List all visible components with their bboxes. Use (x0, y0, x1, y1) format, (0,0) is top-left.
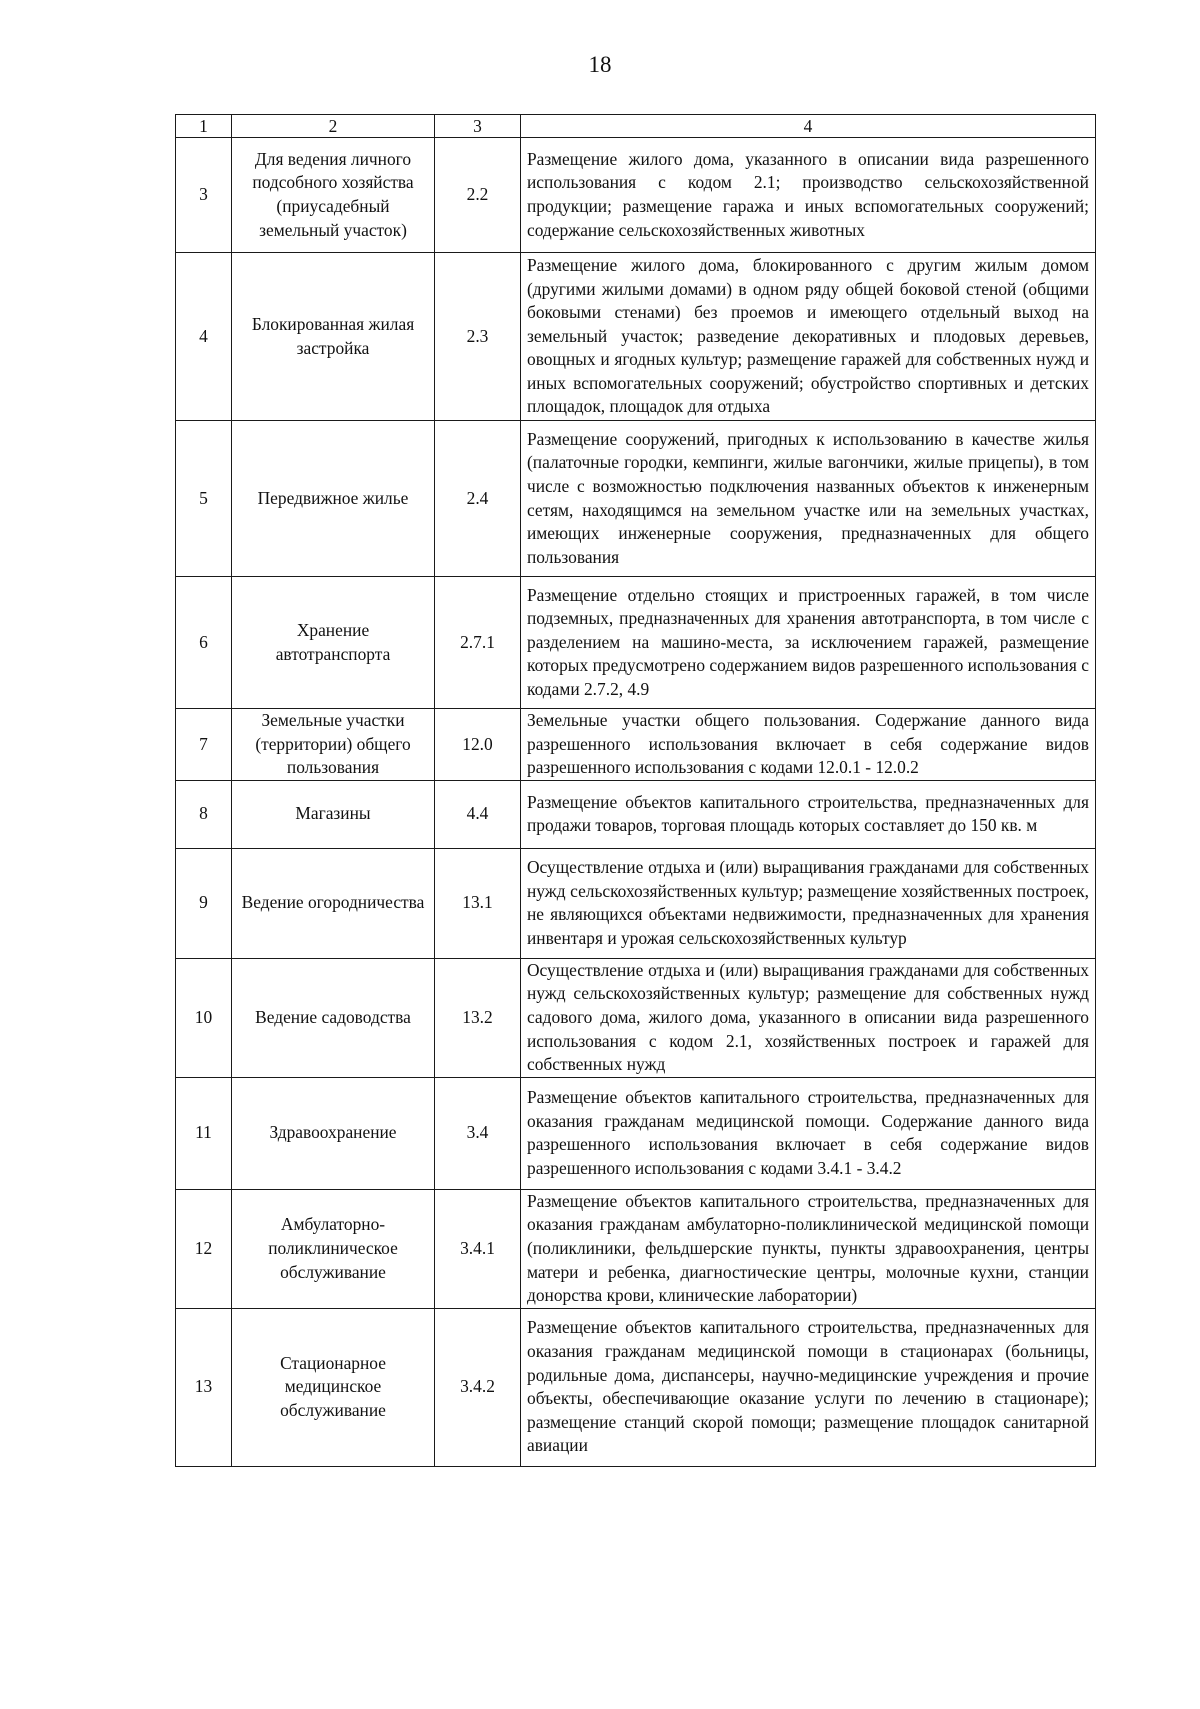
table-body (176, 115, 1096, 1467)
land-use-name-cell: Ведение огородничества (232, 848, 435, 958)
page-number: 18 (588, 52, 612, 77)
column-header-3: 3 (435, 115, 521, 138)
land-use-description-cell: Размещение объектов капитального строительства, предназначенных для оказания гражданам медицинской помощи в стационарах (больницы, родильные дома, диспансеры, научно-медицинские учреждения и прочие объекты, обеспечивающие оказание услуги по лечению в стационаре); размещение станций скорой помощи; размещение площадок санитарной авиации (521, 1308, 1096, 1466)
table-row (176, 1077, 1096, 1189)
land-use-code-cell: 2.4 (435, 421, 521, 577)
land-use-code-cell: 12.0 (435, 709, 521, 781)
table-row (176, 421, 1096, 577)
land-use-code-cell: 3.4.2 (435, 1308, 521, 1466)
land-use-description-cell: Размещение сооружений, пригодных к использованию в качестве жилья (палаточные городки, кемпинги, жилые вагончики, жилые прицепы), в том числе с возможностью подключения названных объектов к инженерным сетям, находящимся на земельном участке или на земельных участках, имеющих инженерные сооружения, предназначенных для общего пользования (521, 421, 1096, 577)
land-use-name-cell: Для ведения личного подсобного хозяйства (приусадебный земельный участок) (232, 138, 435, 253)
land-use-description-cell: Размещение жилого дома, указанного в описании вида разрешенного использования с кодом 2.1; производство сельскохозяйственной продукции; размещение гаража и иных вспомогательных сооружений; содержание сельскохозяйственных животных (521, 138, 1096, 253)
row-number-cell: 11 (176, 1077, 232, 1189)
table-row (176, 780, 1096, 848)
table-row (176, 577, 1096, 709)
land-use-description-cell: Земельные участки общего пользования. Содержание данного вида разрешенного использования включает в себя содержание видов разрешенного использования с кодами 12.0.1 - 12.0.2 (521, 709, 1096, 781)
land-use-name-cell: Блокированная жилая застройка (232, 253, 435, 421)
land-use-description-cell: Размещение объектов капитального строительства, предназначенных для продажи товаров, торговая площадь которых составляет до 150 кв. м (521, 780, 1096, 848)
table-row (176, 253, 1096, 421)
land-use-description-cell: Осуществление отдыха и (или) выращивания гражданами для собственных нужд сельскохозяйственных культур; размещение хозяйственных построек, не являющихся объектами недвижимости, предназначенных для хранения инвентаря и урожая сельскохозяйственных культур (521, 848, 1096, 958)
land-use-name-cell: Земельные участки (территории) общего пользования (232, 709, 435, 781)
land-use-code-cell: 2.2 (435, 138, 521, 253)
land-use-code-cell: 2.3 (435, 253, 521, 421)
land-use-name-cell: Стационарное медицинское обслуживание (232, 1308, 435, 1466)
land-use-code-cell: 13.2 (435, 958, 521, 1077)
land-use-code-cell: 2.7.1 (435, 577, 521, 709)
land-use-description-cell: Размещение объектов капитального строительства, предназначенных для оказания гражданам амбулаторно-поликлинической медицинской помощи (поликлиники, фельдшерские пункты, пункты здравоохранения, центры матери и ребенка, диагностические центры, молочные кухни, станции донорства крови, клинические лаборатории) (521, 1189, 1096, 1308)
row-number-cell: 12 (176, 1189, 232, 1308)
land-use-name-cell: Амбулаторно-поликлиническое обслуживание (232, 1189, 435, 1308)
row-number-cell: 8 (176, 780, 232, 848)
land-use-code-cell: 4.4 (435, 780, 521, 848)
land-use-table (175, 114, 1096, 1467)
land-use-description-cell: Размещение объектов капитального строительства, предназначенных для оказания гражданам медицинской помощи. Содержание данного вида разрешенного использования включает в себя содержание видов разрешенного использования с кодами 3.4.1 - 3.4.2 (521, 1077, 1096, 1189)
table-row (176, 1189, 1096, 1308)
row-number-cell: 4 (176, 253, 232, 421)
land-use-code-cell: 3.4.1 (435, 1189, 521, 1308)
land-use-description-cell: Осуществление отдыха и (или) выращивания гражданами для собственных нужд сельскохозяйственных культур; размещение для собственных нужд садового дома, жилого дома, указанного в описании вида разрешенного использования с кодом 2.1, хозяйственных построек и гаражей для собственных нужд (521, 958, 1096, 1077)
table-header-row (176, 115, 1096, 138)
table-row (176, 138, 1096, 253)
column-header-4: 4 (521, 115, 1096, 138)
row-number-cell: 13 (176, 1308, 232, 1466)
row-number-cell: 3 (176, 138, 232, 253)
land-use-name-cell: Передвижное жилье (232, 421, 435, 577)
column-header-2: 2 (232, 115, 435, 138)
land-use-name-cell: Ведение садоводства (232, 958, 435, 1077)
land-use-description-cell: Размещение жилого дома, блокированного с другим жилым домом (другими жилыми домами) в одном ряду общей боковой стеной (общими боковыми стенами) без проемов и имеющего отдельный выход на земельный участок; разведение декоративных и плодовых деревьев, овощных и ягодных культур; размещение гаражей для собственных нужд и иных вспомогательных сооружений; обустройство спортивных и детских площадок, площадок для отдыха (521, 253, 1096, 421)
row-number-cell: 5 (176, 421, 232, 577)
land-use-code-cell: 3.4 (435, 1077, 521, 1189)
table-row (176, 1308, 1096, 1466)
land-use-name-cell: Магазины (232, 780, 435, 848)
row-number-cell: 7 (176, 709, 232, 781)
land-use-code-cell: 13.1 (435, 848, 521, 958)
land-use-name-cell: Здравоохранение (232, 1077, 435, 1189)
table-row (176, 709, 1096, 781)
row-number-cell: 10 (176, 958, 232, 1077)
land-use-description-cell: Размещение отдельно стоящих и пристроенных гаражей, в том числе подземных, предназначенных для хранения автотранспорта, в том числе с разделением на машино-места, за исключением гаражей, размещение которых предусмотрено содержанием видов разрешенного использования с кодами 2.7.2, 4.9 (521, 577, 1096, 709)
column-header-1: 1 (176, 115, 232, 138)
row-number-cell: 6 (176, 577, 232, 709)
table-row (176, 958, 1096, 1077)
row-number-cell: 9 (176, 848, 232, 958)
land-use-name-cell: Хранение автотранспорта (232, 577, 435, 709)
table-row (176, 848, 1096, 958)
